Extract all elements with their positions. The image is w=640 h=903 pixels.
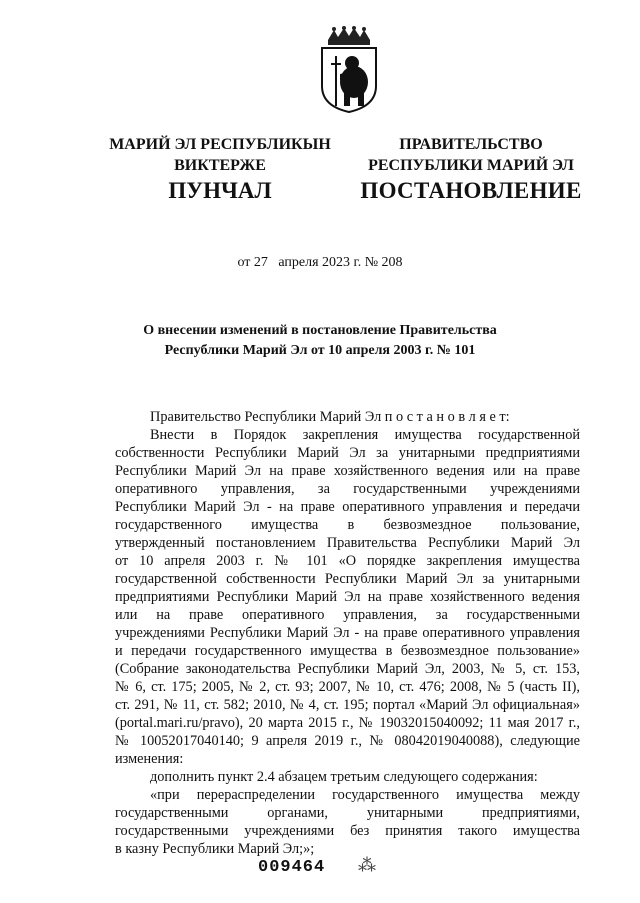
document-date-number: от 27 апреля 2023 г. № 208 <box>237 255 403 270</box>
body-line: Республики Марий Эл - на праве оперативного управления и передачи <box>115 499 580 515</box>
document-title-line2: Республики Марий Эл от 10 апреля 2003 г. № 101 <box>164 343 476 358</box>
body-line: № 6, ст. 175; 2005, № 2, ст. 93; 2007, № 10, ст. 476; 2008, № 5 (часть II), <box>115 679 580 695</box>
body-line: от 10 апреля 2003 г. № 101 «О порядке закрепления имущества <box>115 553 580 569</box>
body-line: № 10052017040140; 9 апреля 2019 г., № 08042019040088), следующие <box>115 733 580 749</box>
header-russian-doc-type: ПОСТАНОВЛЕНИЕ <box>360 178 582 203</box>
body-line: учреждениями Республики Марий Эл - на праве оперативного управления <box>115 625 580 641</box>
body-line: Правительство Республики Марий Эл п о с т а н о в л я е т: <box>150 409 510 425</box>
form-serial-number: 009464 <box>258 858 326 877</box>
body-line: предприятиями Республики Марий Эл на праве хозяйственного ведения <box>115 589 580 605</box>
body-line: государственной собственности Республики Марий Эл за унитарными <box>115 571 580 587</box>
body-line: утвержденный постановлением Правительства Республики Марий Эл <box>115 535 580 551</box>
body-line: государственными органами, унитарными предприятиями, <box>115 805 580 821</box>
body-line: оперативного управления, за государственными учреждениями <box>115 481 580 497</box>
body-line: государственного имущества в безвозмездное пользование, <box>115 517 580 533</box>
body-line: и передачи государственного имущества в безвозмездное пользование» <box>115 643 580 659</box>
body-line: (portal.mari.ru/pravo), 20 марта 2015 г., № 19032015040092; 11 мая 2017 г., <box>115 715 580 731</box>
header-mari-doc-type: ПУНЧАЛ <box>168 178 272 203</box>
body-line: Республики Марий Эл на праве хозяйственного ведения или на праве <box>115 463 580 479</box>
document-title <box>100 321 540 361</box>
body-line: в казну Республики Марий Эл;»; <box>115 841 315 857</box>
header-russian-line1: ПРАВИТЕЛЬСТВО <box>399 136 543 153</box>
body-line: ст. 291, № 11, ст. 582; 2010, № 4, ст. 195; портал «Марий Эл официальная» <box>115 697 580 713</box>
header-mari-line1: МАРИЙ ЭЛ РЕСПУБЛИКЫН <box>109 136 331 153</box>
coat-of-arms-emblem <box>316 26 382 114</box>
crown-icon <box>328 26 370 45</box>
body-line: изменения: <box>115 751 184 767</box>
body-line: собственности Республики Марий Эл за унитарными предприятиями <box>115 445 580 461</box>
body-line: дополнить пункт 2.4 абзацем третьим следующего содержания: <box>150 769 538 785</box>
body-line: Внести в Порядок закрепления имущества государственной <box>150 427 580 443</box>
decorative-mark-icon: ⁂ <box>358 855 376 875</box>
body-line: (Собрание законодательства Республики Марий Эл, 2003, № 5, ст. 153, <box>115 661 580 677</box>
body-line: «при перераспределении государственного имущества между <box>150 787 580 803</box>
body-line: государственными учреждениями без принятия такого имущества <box>115 823 580 839</box>
header-russian-line2: РЕСПУБЛИКИ МАРИЙ ЭЛ <box>368 157 574 174</box>
header-mari-line2: ВИКТЕРЖЕ <box>174 157 266 174</box>
body-line: или на праве оперативного управления, за государственными <box>115 607 580 623</box>
document-title-line1: О внесении изменений в постановление Правительства <box>143 323 497 338</box>
